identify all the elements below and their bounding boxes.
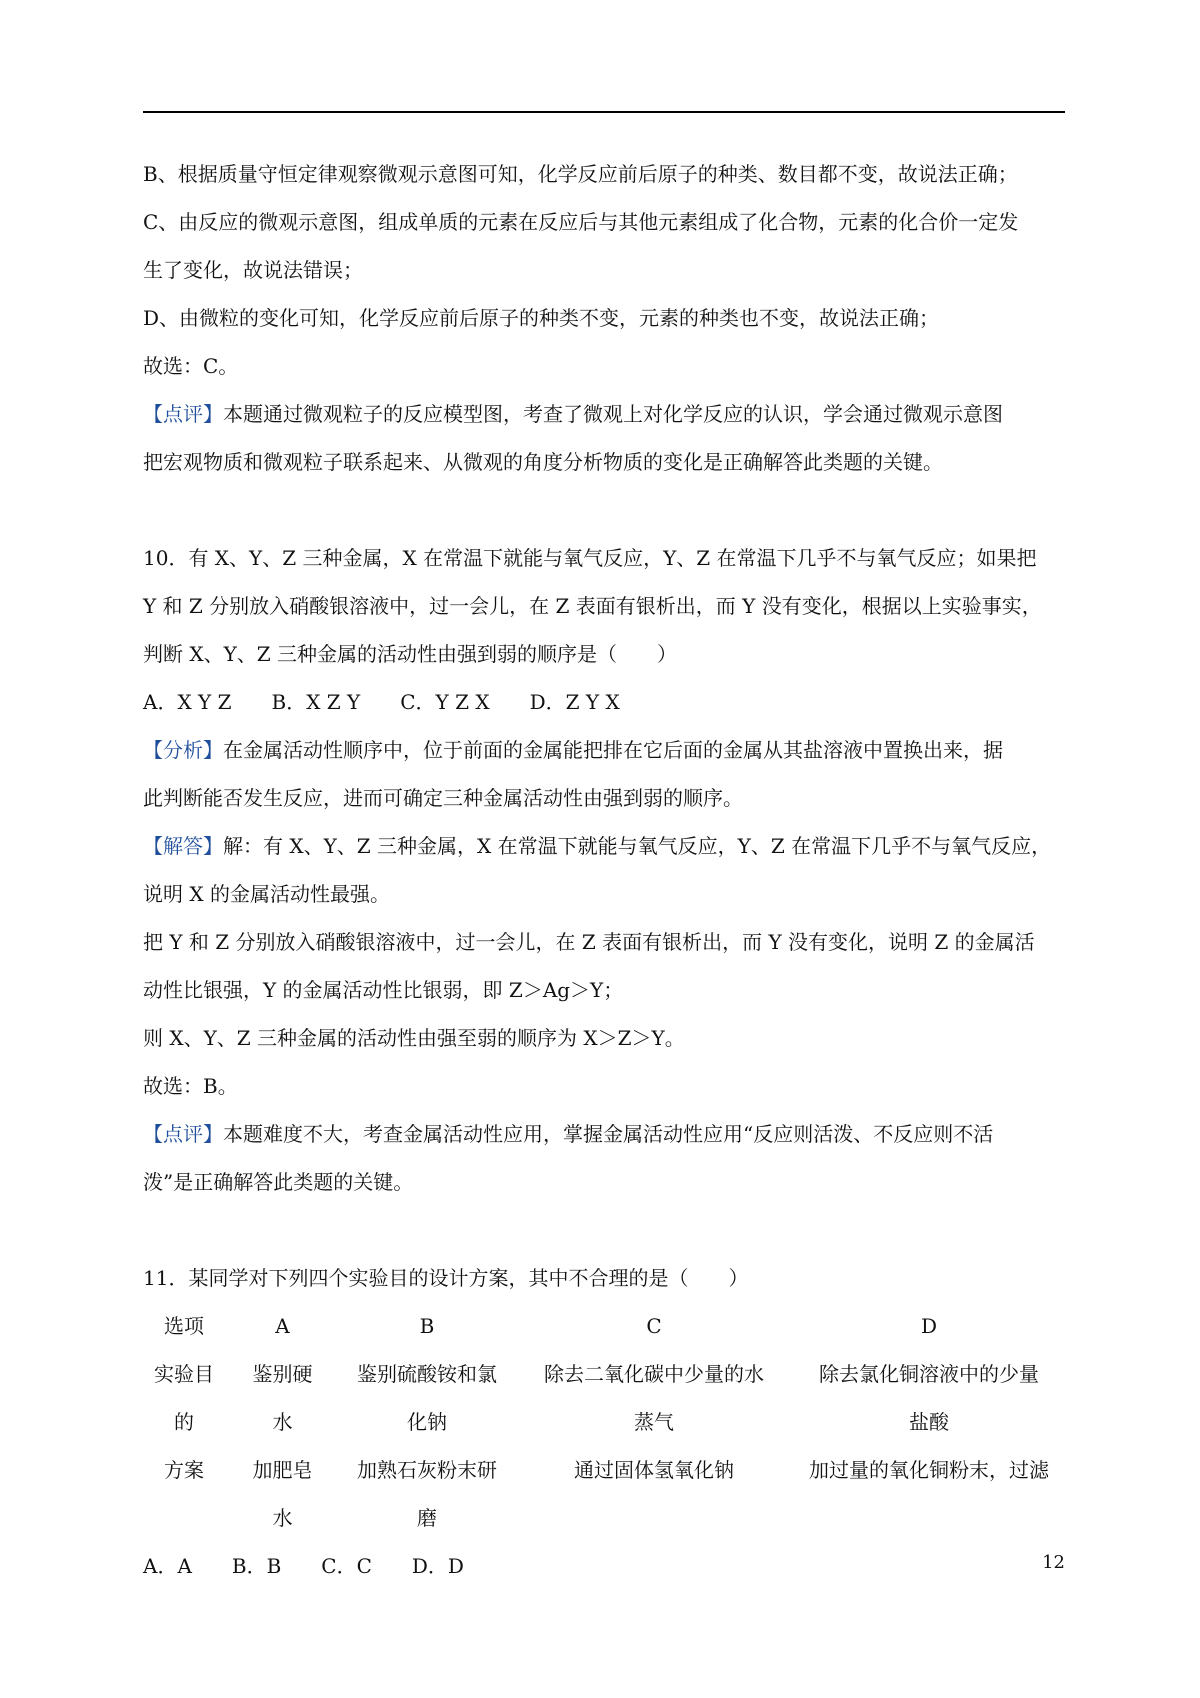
table-row: [143, 1494, 1064, 1542]
table-row: [143, 1398, 1064, 1446]
q10-comment-line2: 泼”是正确解答此类题的关键。: [143, 1170, 414, 1194]
page-content: [143, 150, 1065, 1590]
table-cell: 化钠: [407, 1410, 447, 1434]
page-number: 12: [1042, 1552, 1065, 1573]
q10-answer: 故选：B。: [143, 1074, 238, 1098]
table-cell: 的: [174, 1410, 194, 1434]
prev-answer: 故选：C。: [143, 354, 239, 378]
table-cell: 水: [272, 1506, 293, 1530]
section-gap: [143, 1206, 1065, 1254]
prev-option-c-line2: 生了变化，故说法错误；: [143, 258, 363, 282]
q10-solution-text1: 解：有 X、Y、Z 三种金属，X 在常温下就能与氧气反应，Y、Z 在常温下几乎不与氧气反应，: [223, 834, 1052, 858]
q10-comment-text1: 本题难度不大，考查金属活动性应用，掌握金属活动性应用“反应则活泼、不反应则不活: [223, 1122, 994, 1146]
table-cell: 磨: [417, 1506, 437, 1530]
q10-stem-line3: 判断 X、Y、Z 三种金属的活动性由强到弱的顺序是（ ）: [143, 642, 678, 666]
table-row: [143, 1302, 1064, 1350]
q11-options-table: [143, 1302, 1064, 1542]
q10-solution-line2: 说明 X 的金属活动性最强。: [143, 882, 390, 906]
q10-comment-line1: [143, 1110, 1065, 1158]
q11-options: A．A B．B C．C D．D: [143, 1554, 464, 1578]
q10-stem-line1: 10．有 X、Y、Z 三种金属，X 在常温下就能与氧气反应，Y、Z 在常温下几乎不与氧气反应；如果把: [143, 546, 1037, 570]
table-cell: B: [419, 1314, 435, 1338]
table-cell: C: [646, 1314, 662, 1338]
table-cell: 方案: [164, 1458, 204, 1482]
solution-tag: 【解答】: [143, 834, 223, 858]
table-cell: 加熟石灰粉末研: [357, 1458, 497, 1482]
prev-option-d: D、由微粒的变化可知，化学反应前后原子的种类不变，元素的种类也不变，故说法正确；: [143, 306, 940, 330]
table-cell: 加肥皂: [252, 1458, 313, 1482]
q10-solution-line5: 则 X、Y、Z 三种金属的活动性由强至弱的顺序为 X＞Z＞Y。: [143, 1026, 685, 1050]
q10-solution-line3: 把 Y 和 Z 分别放入硝酸银溶液中，过一会儿，在 Z 表面有银析出，而 Y 没有变化，说明 Z 的金属活: [143, 930, 1035, 954]
prev-comment-line2: 把宏观物质和微观粒子联系起来、从微观的角度分析物质的变化是正确解答此类题的关键。: [143, 450, 943, 474]
table-cell: 盐酸: [909, 1410, 949, 1434]
table-cell: 水: [272, 1410, 293, 1434]
table-row: [143, 1350, 1064, 1398]
q10-analysis-text1: 在金属活动性顺序中，位于前面的金属能把排在它后面的金属从其盐溶液中置换出来，据: [223, 738, 1003, 762]
q10-analysis-line1: [143, 726, 1065, 774]
table-cell: 选项: [164, 1314, 204, 1338]
prev-comment-line1: [143, 390, 1065, 438]
table-cell: [514, 1494, 794, 1542]
q10-options: A．X Y Z B．X Z Y C．Y Z X D．Z Y X: [143, 690, 620, 714]
q10-solution-line4: 动性比银强，Y 的金属活动性比银弱，即 Z＞Ag＞Y；: [143, 978, 624, 1002]
table-cell: [143, 1494, 225, 1542]
table-cell: [794, 1494, 1064, 1542]
table-cell: D: [920, 1314, 938, 1338]
table-row: [143, 1446, 1064, 1494]
comment-tag: 【点评】: [143, 402, 223, 426]
section-gap: [143, 486, 1065, 534]
table-cell: 蒸气: [634, 1410, 674, 1434]
table-cell: 加过量的氧化铜粉末，过滤: [809, 1458, 1049, 1482]
table-cell: 鉴别硬: [252, 1362, 313, 1386]
q10-stem-line2: Y 和 Z 分别放入硝酸银溶液中，过一会儿，在 Z 表面有银析出，而 Y 没有变化，根据以上实验事实，: [143, 594, 1042, 618]
table-cell: 实验目: [154, 1362, 214, 1386]
analysis-tag: 【分析】: [143, 738, 223, 762]
table-cell: 除去氯化铜溶液中的少量: [819, 1362, 1039, 1386]
table-cell: 鉴别硫酸铵和氯: [357, 1362, 497, 1386]
comment-tag: 【点评】: [143, 1122, 223, 1146]
prev-option-c-line1: C、由反应的微观示意图，组成单质的元素在反应后与其他元素组成了化合物，元素的化合价一定发: [143, 210, 1019, 234]
prev-option-b: B、根据质量守恒定律观察微观示意图可知，化学反应前后原子的种类、数目都不变，故说法正确；: [143, 162, 1018, 186]
table-cell: A: [275, 1314, 290, 1338]
table-cell: 通过固体氢氧化钠: [574, 1458, 734, 1482]
q11-stem: 11．某同学对下列四个实验目的设计方案，其中不合理的是（ ）: [143, 1266, 749, 1290]
header-rule: [143, 111, 1065, 113]
prev-comment-text1: 本题通过微观粒子的反应模型图，考查了微观上对化学反应的认识，学会通过微观示意图: [223, 402, 1003, 426]
table-cell: 除去二氧化碳中少量的水: [544, 1362, 764, 1386]
q10-analysis-line2: 此判断能否发生反应，进而可确定三种金属活动性由强到弱的顺序。: [143, 786, 743, 810]
q10-solution-line1: [143, 822, 1065, 870]
